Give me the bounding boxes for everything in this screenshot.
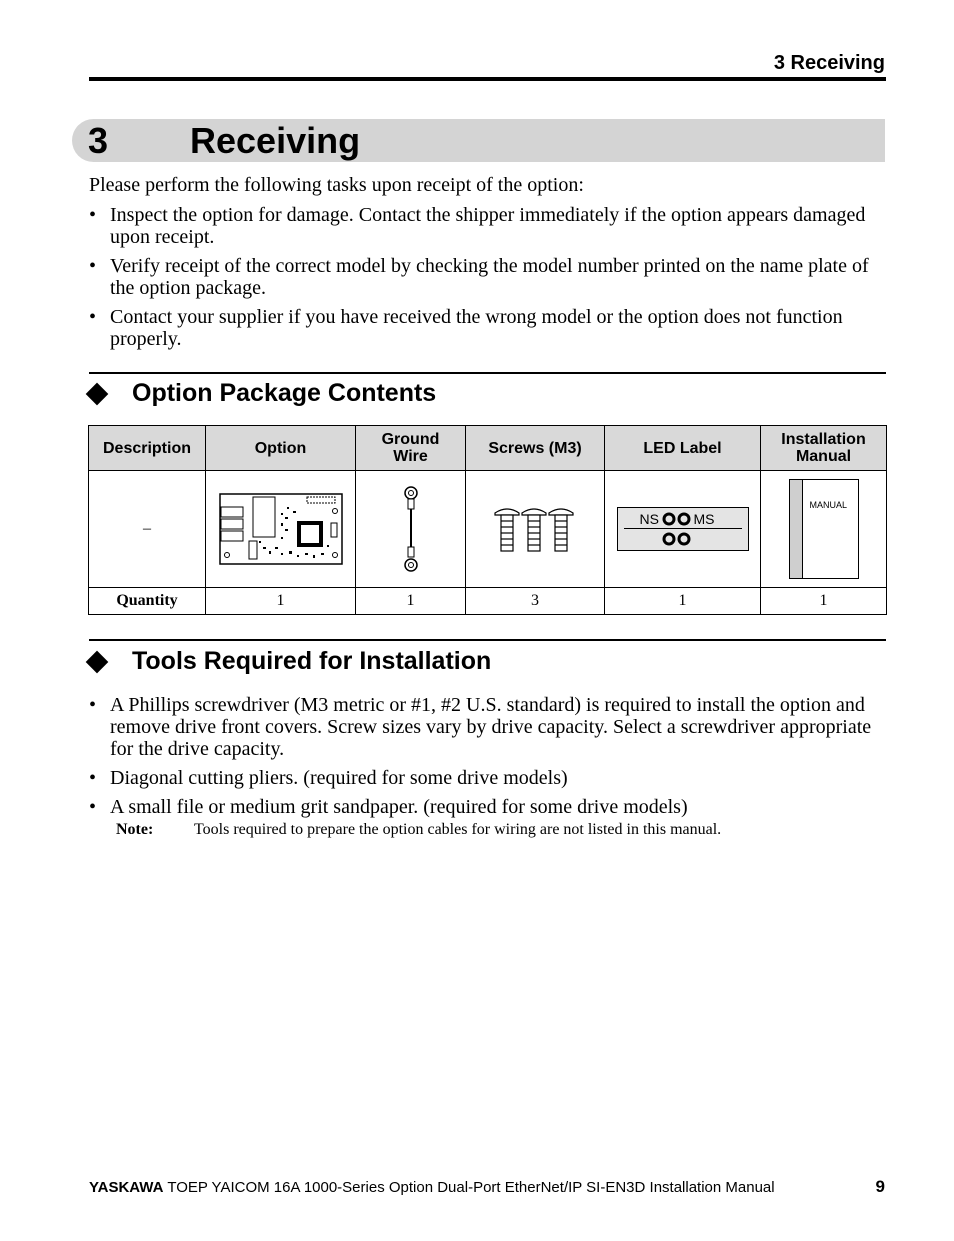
option-board-icon <box>219 493 343 565</box>
column-header: Installation Manual <box>761 426 887 471</box>
column-header: Ground Wire <box>356 426 466 471</box>
description-cell: – <box>89 471 206 588</box>
footer <box>89 1179 775 1196</box>
column-header: Description <box>89 426 206 471</box>
chapter-title: Receiving <box>190 120 361 161</box>
section-rule <box>89 639 886 641</box>
intro-paragraph: Please perform the following tasks upon receipt of the option: <box>89 174 584 196</box>
diamond-bullet-icon <box>86 651 109 674</box>
footer-brand: YASKAWA <box>89 1179 164 1196</box>
note-text: Tools required to prepare the option cables for wiring are not listed in this manual. <box>194 821 722 838</box>
manual-spine <box>790 480 803 578</box>
page-number: 9 <box>875 1177 885 1196</box>
option-board-cell <box>206 471 356 588</box>
led-label-ns-text: NS <box>639 511 659 527</box>
section-rule <box>89 372 886 374</box>
quantity-cell: 3 <box>466 588 605 615</box>
footer-text: TOEP YAICOM 16A 1000-Series Option Dual-Port EtherNet/IP SI-EN3D Installation Manual <box>163 1179 775 1196</box>
led-circles-icon <box>662 512 692 526</box>
table-row-images <box>89 471 887 588</box>
running-header: 3 Receiving <box>773 52 885 74</box>
list-item: • Contact your supplier if you have received the wrong model or the option does not function properly. <box>89 306 889 350</box>
list-item: • A small file or medium grit sandpaper. (required for some drive models) <box>89 796 889 818</box>
quantity-cell: 1 <box>605 588 761 615</box>
tools-list <box>89 694 889 825</box>
note-label: Note: <box>116 821 154 838</box>
screws-icon <box>493 505 577 553</box>
package-contents-table <box>88 425 887 615</box>
quantity-cell: 1 <box>356 588 466 615</box>
receipt-task-list <box>89 204 889 357</box>
quantity-cell: 1 <box>761 588 887 615</box>
led-label-ms-text: MS <box>693 511 715 527</box>
column-header: LED Label <box>605 426 761 471</box>
manual-cover-text: MANUAL <box>809 500 848 510</box>
list-item: • Inspect the option for damage. Contact the shipper immediately if the option appears damaged upon receipt. <box>89 204 889 248</box>
list-item: • Verify receipt of the correct model by checking the model number printed on the name plate of the option package. <box>89 255 889 299</box>
table-row-quantity <box>89 588 887 615</box>
list-item: • Diagonal cutting pliers. (required for some drive models) <box>89 767 889 789</box>
quantity-label: Quantity <box>89 588 206 615</box>
screws-cell <box>466 471 605 588</box>
led-label-divider <box>624 528 742 529</box>
led-circles-icon <box>662 532 692 546</box>
quantity-cell: 1 <box>206 588 356 615</box>
ground-wire-cell <box>356 471 466 588</box>
manual-booklet-icon <box>789 479 859 579</box>
section-title-tools: Tools Required for Installation <box>132 647 492 675</box>
header-rule <box>89 77 886 81</box>
led-label-cell <box>605 471 761 588</box>
chapter-number: 3 <box>88 120 109 161</box>
column-header: Option <box>206 426 356 471</box>
ground-wire-icon <box>399 485 423 573</box>
led-label <box>617 507 749 551</box>
diamond-bullet-icon <box>86 383 109 406</box>
column-header: Screws (M3) <box>466 426 605 471</box>
section-title-package: Option Package Contents <box>132 379 437 407</box>
manual-cell <box>761 471 887 588</box>
table-header-row <box>89 426 887 471</box>
list-item: • A Phillips screwdriver (M3 metric or #1, #2 U.S. standard) is required to install the option and remove drive front covers. Screw sizes vary by drive capacity. Select a screwdriver appropriate for the drive capacity. <box>89 694 889 760</box>
